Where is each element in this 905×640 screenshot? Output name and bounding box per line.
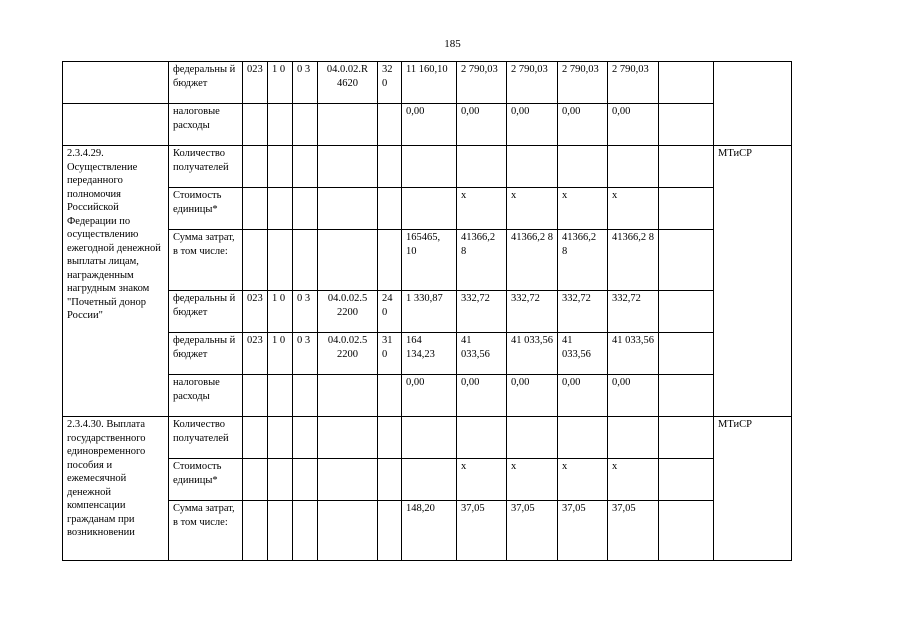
executor-cell: МТиСР — [714, 146, 792, 417]
vr-cell — [378, 104, 402, 146]
vr-cell: 31 0 — [378, 333, 402, 375]
grbs-cell — [243, 104, 268, 146]
year-cell: x — [558, 188, 608, 230]
row-type-cell: налоговые расходы — [169, 375, 243, 417]
executor-cell — [659, 104, 714, 146]
year-cell: x — [457, 459, 507, 501]
year-cell: 332,72 — [558, 291, 608, 333]
total-cell: 148,20 — [402, 501, 457, 561]
rz-cell: 1 0 — [268, 62, 293, 104]
row-type-cell: Стоимость единицы* — [169, 459, 243, 501]
csr-cell: 04.0.02.5 2200 — [318, 333, 378, 375]
pr-cell: 0 3 — [293, 62, 318, 104]
total-cell: 165465, 10 — [402, 230, 457, 291]
year-cell: 332,72 — [457, 291, 507, 333]
row-type-cell: Стоимость единицы* — [169, 188, 243, 230]
total-cell: 0,00 — [402, 104, 457, 146]
measure-name-cell — [63, 104, 169, 146]
year-cell: 332,72 — [507, 291, 558, 333]
year-cell: 41366,2 8 — [457, 230, 507, 291]
year-cell: 2 790,03 — [558, 62, 608, 104]
year-cell: 2 790,03 — [507, 62, 558, 104]
year-cell: 2 790,03 — [608, 62, 659, 104]
grbs-cell: 023 — [243, 333, 268, 375]
year-cell: x — [608, 188, 659, 230]
measure-name-cell — [63, 62, 169, 104]
row-type-cell: Сумма затрат, в том числе: — [169, 501, 243, 561]
row-type-cell: Количество получателей — [169, 417, 243, 459]
year-cell: x — [457, 188, 507, 230]
year-cell: 41 033,56 — [608, 333, 659, 375]
rz-cell: 1 0 — [268, 333, 293, 375]
row-type-cell: Количество получателей — [169, 146, 243, 188]
year-cell: 41366,2 8 — [558, 230, 608, 291]
measure-name-cell: 2.3.4.29. Осуществление переданного полномочия Российской Федерации по осуществлению ежегодной денежной выплаты лицам, награжденным нагрудным знаком "Почетный донор России" — [63, 146, 169, 417]
measure-name-cell: 2.3.4.30. Выплата государственного единовременного пособия и ежемесячной денежной компенсации гражданам при возникновении — [63, 417, 169, 561]
year-cell: 0,00 — [558, 375, 608, 417]
csr-cell — [318, 104, 378, 146]
grbs-cell: 023 — [243, 62, 268, 104]
year-cell: 0,00 — [608, 375, 659, 417]
rz-cell — [268, 104, 293, 146]
year-cell: 0,00 — [457, 375, 507, 417]
executor-cell — [659, 62, 714, 104]
total-cell: 1 330,87 — [402, 291, 457, 333]
budget-table — [62, 61, 896, 561]
year-cell: 332,72 — [608, 291, 659, 333]
year-cell: 0,00 — [457, 104, 507, 146]
year-cell: x — [558, 459, 608, 501]
year-cell: 0,00 — [507, 375, 558, 417]
year-cell: 37,05 — [457, 501, 507, 561]
pr-cell: 0 3 — [293, 291, 318, 333]
row-type-cell: федеральны й бюджет — [169, 333, 243, 375]
row-type-cell: федеральны й бюджет — [169, 291, 243, 333]
year-cell: 41366,2 8 — [507, 230, 558, 291]
year-cell: x — [507, 459, 558, 501]
total-cell: 11 160,10 — [402, 62, 457, 104]
vr-cell: 32 0 — [378, 62, 402, 104]
row-type-cell: налоговые расходы — [169, 104, 243, 146]
year-cell: 0,00 — [558, 104, 608, 146]
year-cell: 37,05 — [507, 501, 558, 561]
pr-cell: 0 3 — [293, 333, 318, 375]
vr-cell: 24 0 — [378, 291, 402, 333]
grbs-cell: 023 — [243, 291, 268, 333]
year-cell: 41 033,56 — [507, 333, 558, 375]
year-cell: 37,05 — [558, 501, 608, 561]
year-cell: 41 033,56 — [457, 333, 507, 375]
year-cell: 41366,2 8 — [608, 230, 659, 291]
year-cell: 37,05 — [608, 501, 659, 561]
total-cell: 0,00 — [402, 375, 457, 417]
csr-cell: 04.0.02.5 2200 — [318, 291, 378, 333]
row-type-cell: федеральны й бюджет — [169, 62, 243, 104]
table-row — [63, 417, 896, 459]
year-cell: 41 033,56 — [558, 333, 608, 375]
year-cell: x — [608, 459, 659, 501]
row-type-cell: Сумма затрат, в том числе: — [169, 230, 243, 291]
page-number: 185 — [444, 38, 461, 50]
pr-cell — [293, 104, 318, 146]
year-cell: 2 790,03 — [457, 62, 507, 104]
table-row — [63, 62, 896, 104]
csr-cell: 04.0.02.R 4620 — [318, 62, 378, 104]
empty-cell — [714, 62, 792, 146]
total-cell: 164 134,23 — [402, 333, 457, 375]
year-cell: x — [507, 188, 558, 230]
table-row — [63, 146, 896, 188]
year-cell: 0,00 — [608, 104, 659, 146]
year-cell: 0,00 — [507, 104, 558, 146]
rz-cell: 1 0 — [268, 291, 293, 333]
executor-cell: МТиСР — [714, 417, 792, 561]
